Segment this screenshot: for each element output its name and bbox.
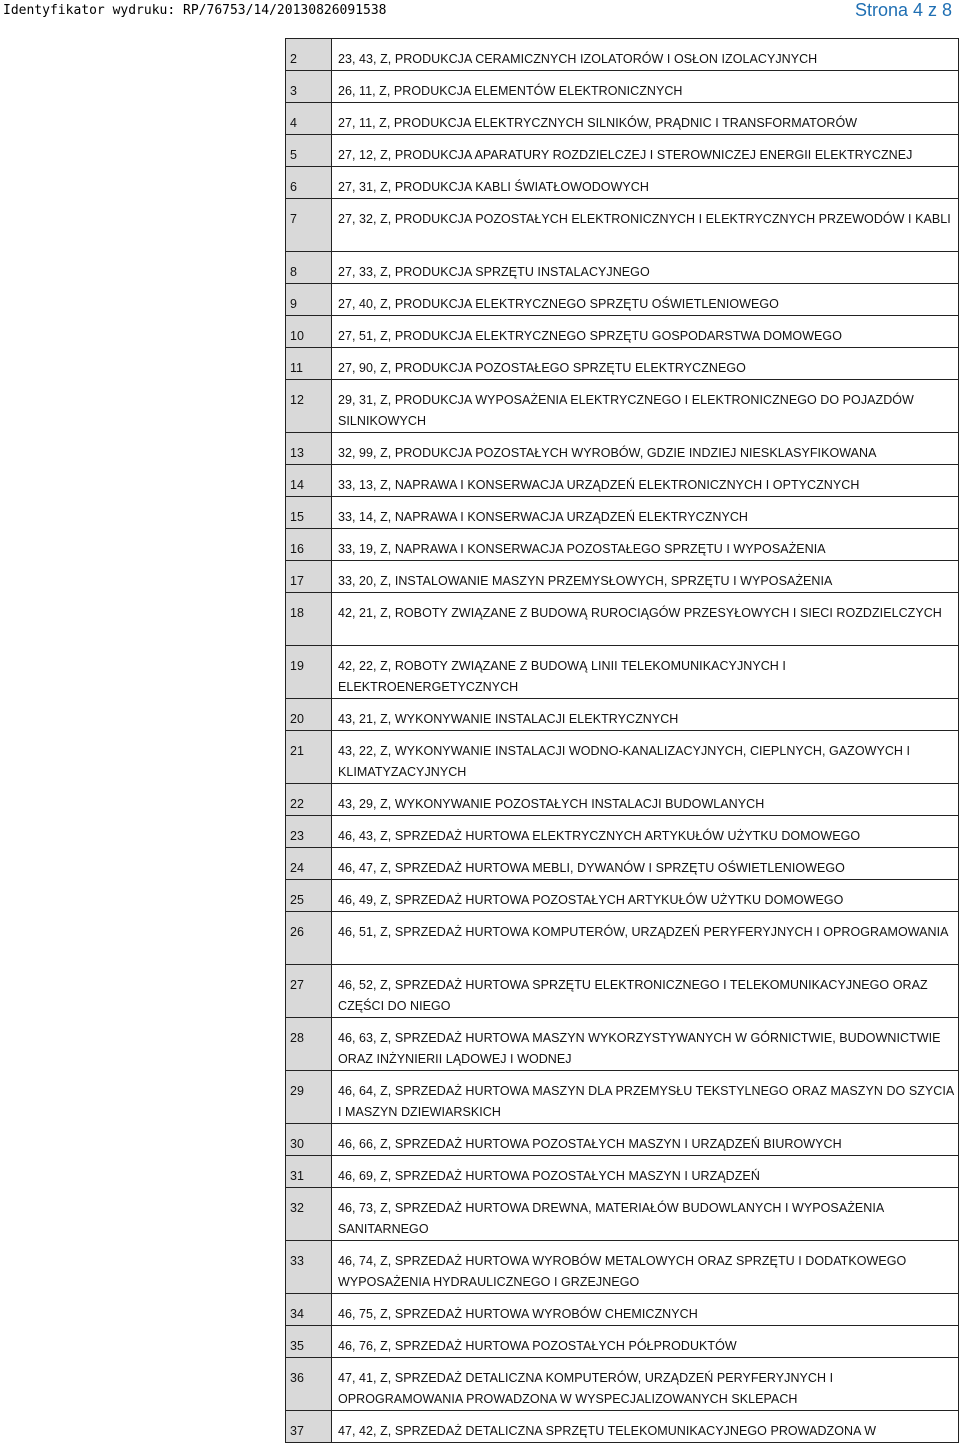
activity-description: 43, 22, Z, WYKONYWANIE INSTALACJI WODNO-KANALIZACYJNYCH, CIEPLNYCH, GAZOWYCH I KLIMATYZACYJNYCH	[338, 744, 911, 779]
row-number-cell	[286, 1018, 332, 1071]
row-number-cell	[286, 646, 332, 699]
activity-description: 42, 22, Z, ROBOTY ZWIĄZANE Z BUDOWĄ LINII TELEKOMUNIKACYJNYCH I ELEKTROENERGETYCZNYCH	[338, 659, 786, 694]
table-row	[286, 135, 959, 167]
row-number-cell	[286, 731, 332, 784]
activity-cell	[332, 731, 959, 784]
table-row	[286, 433, 959, 465]
row-number-cell	[286, 561, 332, 593]
activity-cell	[332, 284, 959, 316]
row-number: 20	[290, 712, 304, 726]
activity-description: 27, 12, Z, PRODUKCJA APARATURY ROZDZIELCZEJ I STEROWNICZEJ ENERGII ELEKTRYCZNEJ	[338, 148, 913, 162]
row-number: 12	[290, 393, 304, 407]
row-number: 8	[290, 265, 297, 279]
table-row	[286, 816, 959, 848]
row-number: 9	[290, 297, 297, 311]
row-number: 28	[290, 1031, 304, 1045]
table-row	[286, 316, 959, 348]
activity-cell	[332, 699, 959, 731]
activity-description: 27, 33, Z, PRODUKCJA SPRZĘTU INSTALACYJNEGO	[338, 265, 650, 279]
row-number-cell	[286, 348, 332, 380]
table-row	[286, 561, 959, 593]
activity-cell	[332, 880, 959, 912]
table-row	[286, 1188, 959, 1241]
row-number-cell	[286, 316, 332, 348]
table-row	[286, 529, 959, 561]
table-row	[286, 784, 959, 816]
table-row	[286, 71, 959, 103]
activity-description: 27, 90, Z, PRODUKCJA POZOSTAŁEGO SPRZĘTU ELEKTRYCZNEGO	[338, 361, 746, 375]
row-number: 27	[290, 978, 304, 992]
table-row	[286, 380, 959, 433]
activity-description: 46, 63, Z, SPRZEDAŻ HURTOWA MASZYN WYKORZYSTYWANYCH W GÓRNICTWIE, BUDOWNICTWIE ORAZ INŻYNIERII LĄDOWEJ I WODNEJ	[338, 1031, 941, 1066]
row-number: 3	[290, 84, 297, 98]
table-row	[286, 465, 959, 497]
row-number-cell	[286, 1071, 332, 1124]
activity-cell	[332, 1294, 959, 1326]
row-number: 10	[290, 329, 304, 343]
row-number-cell	[286, 1241, 332, 1294]
row-number-cell	[286, 784, 332, 816]
row-number-cell	[286, 284, 332, 316]
row-number: 15	[290, 510, 304, 524]
activity-description: 46, 69, Z, SPRZEDAŻ HURTOWA POZOSTAŁYCH MASZYN I URZĄDZEŃ	[338, 1169, 760, 1183]
row-number: 22	[290, 797, 304, 811]
activity-description: 27, 11, Z, PRODUKCJA ELEKTRYCZNYCH SILNIKÓW, PRĄDNIC I TRANSFORMATORÓW	[338, 116, 858, 130]
activity-cell	[332, 1156, 959, 1188]
row-number-cell	[286, 497, 332, 529]
activity-cell	[332, 1241, 959, 1294]
activity-cell	[332, 1124, 959, 1156]
activity-description: 47, 41, Z, SPRZEDAŻ DETALICZNA KOMPUTERÓW, URZĄDZEŃ PERYFERYJNYCH I OPROGRAMOWANIA PROWADZONA W WYSPECJALIZOWANYCH SKLEPACH	[338, 1371, 834, 1406]
activity-description: 46, 47, Z, SPRZEDAŻ HURTOWA MEBLI, DYWANÓW I SPRZĘTU OŚWIETLENIOWEGO	[338, 861, 845, 875]
row-number: 6	[290, 180, 297, 194]
activity-description: 33, 14, Z, NAPRAWA I KONSERWACJA URZĄDZEŃ ELEKTRYCZNYCH	[338, 510, 749, 524]
table-row	[286, 965, 959, 1018]
table-row	[286, 1241, 959, 1294]
activity-cell	[332, 465, 959, 497]
row-number-cell	[286, 912, 332, 965]
row-number-cell	[286, 135, 332, 167]
row-number: 19	[290, 659, 304, 673]
row-number-cell	[286, 1156, 332, 1188]
row-number: 18	[290, 606, 304, 620]
row-number-cell	[286, 39, 332, 71]
table-row	[286, 1071, 959, 1124]
activity-cell	[332, 529, 959, 561]
activity-description: 32, 99, Z, PRODUKCJA POZOSTAŁYCH WYROBÓW, GDZIE INDZIEJ NIESKLASYFIKOWANA	[338, 446, 877, 460]
table-row	[286, 284, 959, 316]
activity-description: 46, 76, Z, SPRZEDAŻ HURTOWA POZOSTAŁYCH PÓŁPRODUKTÓW	[338, 1339, 737, 1353]
row-number-cell	[286, 167, 332, 199]
row-number-cell	[286, 433, 332, 465]
row-number-cell	[286, 848, 332, 880]
activity-cell	[332, 1018, 959, 1071]
activity-cell	[332, 816, 959, 848]
row-number: 35	[290, 1339, 304, 1353]
print-header	[0, 0, 960, 24]
activity-cell	[332, 71, 959, 103]
row-number: 29	[290, 1084, 304, 1098]
row-number-cell	[286, 965, 332, 1018]
activity-cell	[332, 1188, 959, 1241]
table-row	[286, 39, 959, 71]
row-number-cell	[286, 529, 332, 561]
activity-description: 46, 52, Z, SPRZEDAŻ HURTOWA SPRZĘTU ELEKTRONICZNEGO I TELEKOMUNIKACYJNEGO ORAZ CZĘŚCI DO NIEGO	[338, 978, 928, 1013]
row-number: 33	[290, 1254, 304, 1268]
row-number-cell	[286, 1188, 332, 1241]
row-number: 7	[290, 212, 297, 226]
print-identifier: Identyfikator wydruku: RP/76753/14/20130826091538	[3, 3, 387, 18]
activity-cell	[332, 848, 959, 880]
activity-cell	[332, 646, 959, 699]
row-number-cell	[286, 1411, 332, 1443]
row-number: 23	[290, 829, 304, 843]
pkd-table-container	[285, 38, 958, 1438]
activity-description: 33, 19, Z, NAPRAWA I KONSERWACJA POZOSTAŁEGO SPRZĘTU I WYPOSAŻENIA	[338, 542, 826, 556]
row-number-cell	[286, 103, 332, 135]
row-number: 11	[290, 361, 303, 375]
activity-description: 46, 64, Z, SPRZEDAŻ HURTOWA MASZYN DLA PRZEMYSŁU TEKSTYLNEGO ORAZ MASZYN DO SZYCIA I MASZYN DZIEWIARSKICH	[338, 1084, 954, 1119]
activity-description: 27, 32, Z, PRODUKCJA POZOSTAŁYCH ELEKTRONICZNYCH I ELEKTRYCZNYCH PRZEWODÓW I KABLI	[338, 212, 951, 226]
row-number-cell	[286, 1358, 332, 1411]
row-number: 13	[290, 446, 304, 460]
activity-description: 27, 40, Z, PRODUKCJA ELEKTRYCZNEGO SPRZĘTU OŚWIETLENIOWEGO	[338, 297, 779, 311]
table-row	[286, 912, 959, 965]
activity-description: 46, 49, Z, SPRZEDAŻ HURTOWA POZOSTAŁYCH ARTYKUŁÓW UŻYTKU DOMOWEGO	[338, 893, 844, 907]
activity-cell	[332, 348, 959, 380]
activity-cell	[332, 593, 959, 646]
activity-cell	[332, 199, 959, 252]
table-row	[286, 1358, 959, 1411]
activity-description: 46, 66, Z, SPRZEDAŻ HURTOWA POZOSTAŁYCH MASZYN I URZĄDZEŃ BIUROWYCH	[338, 1137, 842, 1151]
table-row	[286, 1411, 959, 1443]
activity-cell	[332, 912, 959, 965]
row-number: 14	[290, 478, 304, 492]
row-number: 2	[290, 52, 297, 66]
table-row	[286, 199, 959, 252]
table-row	[286, 167, 959, 199]
row-number: 34	[290, 1307, 304, 1321]
table-row	[286, 731, 959, 784]
activity-cell	[332, 135, 959, 167]
table-row	[286, 1326, 959, 1358]
activity-description: 46, 75, Z, SPRZEDAŻ HURTOWA WYROBÓW CHEMICZNYCH	[338, 1307, 698, 1321]
activity-description: 46, 51, Z, SPRZEDAŻ HURTOWA KOMPUTERÓW, URZĄDZEŃ PERYFERYJNYCH I OPROGRAMOWANIA	[338, 925, 949, 939]
row-number: 25	[290, 893, 304, 907]
row-number-cell	[286, 1124, 332, 1156]
activity-description: 46, 73, Z, SPRZEDAŻ HURTOWA DREWNA, MATERIAŁÓW BUDOWLANYCH I WYPOSAŻENIA SANITARNEGO	[338, 1201, 884, 1236]
activity-cell	[332, 1358, 959, 1411]
row-number-cell	[286, 880, 332, 912]
activity-description: 26, 11, Z, PRODUKCJA ELEMENTÓW ELEKTRONICZNYCH	[338, 84, 683, 98]
row-number-cell	[286, 465, 332, 497]
activity-cell	[332, 965, 959, 1018]
activity-description: 33, 13, Z, NAPRAWA I KONSERWACJA URZĄDZEŃ ELEKTRONICZNYCH I OPTYCZNYCH	[338, 478, 860, 492]
row-number: 30	[290, 1137, 304, 1151]
activity-description: 29, 31, Z, PRODUKCJA WYPOSAŻENIA ELEKTRYCZNEGO I ELEKTRONICZNEGO DO POJAZDÓW SILNIKOWYCH	[338, 393, 914, 428]
activity-description: 43, 21, Z, WYKONYWANIE INSTALACJI ELEKTRYCZNYCH	[338, 712, 679, 726]
activity-cell	[332, 39, 959, 71]
activity-description: 47, 42, Z, SPRZEDAŻ DETALICZNA SPRZĘTU TELEKOMUNIKACYJNEGO PROWADZONA W	[338, 1424, 877, 1438]
row-number-cell	[286, 699, 332, 731]
activity-cell	[332, 1326, 959, 1358]
table-row	[286, 497, 959, 529]
activity-cell	[332, 103, 959, 135]
activity-description: 27, 31, Z, PRODUKCJA KABLI ŚWIATŁOWODOWYCH	[338, 180, 649, 194]
activity-description: 33, 20, Z, INSTALOWANIE MASZYN PRZEMYSŁOWYCH, SPRZĘTU I WYPOSAŻENIA	[338, 574, 833, 588]
table-row	[286, 880, 959, 912]
row-number: 5	[290, 148, 297, 162]
table-row	[286, 1018, 959, 1071]
activity-cell	[332, 561, 959, 593]
row-number: 36	[290, 1371, 304, 1385]
row-number-cell	[286, 593, 332, 646]
row-number: 32	[290, 1201, 304, 1215]
table-row	[286, 699, 959, 731]
activity-cell	[332, 380, 959, 433]
table-row	[286, 252, 959, 284]
row-number-cell	[286, 1326, 332, 1358]
table-row	[286, 1124, 959, 1156]
row-number-cell	[286, 71, 332, 103]
activity-cell	[332, 497, 959, 529]
row-number: 4	[290, 116, 297, 130]
pkd-table-body	[286, 39, 959, 1443]
pkd-activity-table	[285, 38, 959, 1443]
table-row	[286, 848, 959, 880]
row-number: 21	[290, 744, 304, 758]
row-number: 37	[290, 1424, 304, 1438]
activity-description: 42, 21, Z, ROBOTY ZWIĄZANE Z BUDOWĄ RUROCIĄGÓW PRZESYŁOWYCH I SIECI ROZDZIELCZYCH	[338, 606, 942, 620]
activity-cell	[332, 1411, 959, 1443]
row-number-cell	[286, 816, 332, 848]
activity-description: 43, 29, Z, WYKONYWANIE POZOSTAŁYCH INSTALACJI BUDOWLANYCH	[338, 797, 765, 811]
table-row	[286, 646, 959, 699]
row-number-cell	[286, 252, 332, 284]
table-row	[286, 103, 959, 135]
table-row	[286, 348, 959, 380]
page-number: Strona 4 z 8	[854, 0, 952, 20]
row-number-cell	[286, 380, 332, 433]
activity-cell	[332, 167, 959, 199]
row-number-cell	[286, 199, 332, 252]
row-number: 26	[290, 925, 304, 939]
activity-description: 46, 43, Z, SPRZEDAŻ HURTOWA ELEKTRYCZNYCH ARTYKUŁÓW UŻYTKU DOMOWEGO	[338, 829, 861, 843]
table-row	[286, 1156, 959, 1188]
activity-description: 23, 43, Z, PRODUKCJA CERAMICZNYCH IZOLATORÓW I OSŁON IZOLACYJNYCH	[338, 52, 818, 66]
row-number: 16	[290, 542, 304, 556]
table-row	[286, 1294, 959, 1326]
activity-cell	[332, 433, 959, 465]
table-row	[286, 593, 959, 646]
row-number: 31	[290, 1169, 304, 1183]
activity-cell	[332, 1071, 959, 1124]
activity-cell	[332, 252, 959, 284]
row-number: 24	[290, 861, 304, 875]
row-number-cell	[286, 1294, 332, 1326]
activity-description: 27, 51, Z, PRODUKCJA ELEKTRYCZNEGO SPRZĘTU GOSPODARSTWA DOMOWEGO	[338, 329, 842, 343]
activity-cell	[332, 316, 959, 348]
activity-cell	[332, 784, 959, 816]
row-number: 17	[290, 574, 304, 588]
activity-description: 46, 74, Z, SPRZEDAŻ HURTOWA WYROBÓW METALOWYCH ORAZ SPRZĘTU I DODATKOWEGO WYPOSAŻENIA HYDRAULICZNEGO I GRZEJNEGO	[338, 1254, 907, 1289]
